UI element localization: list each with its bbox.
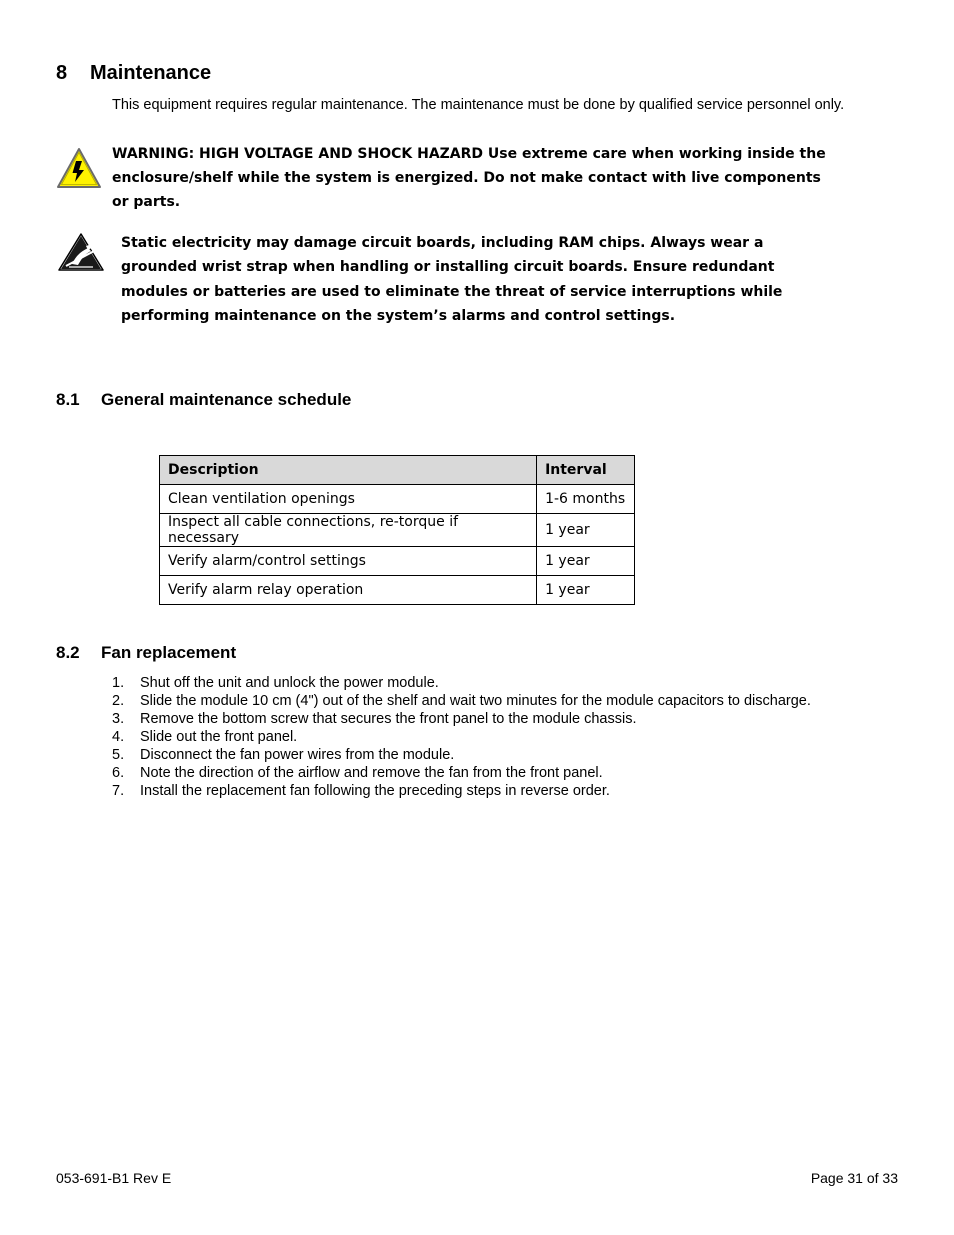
- cell-interval: 1-6 months: [537, 485, 635, 514]
- list-item: [112, 710, 912, 728]
- high-voltage-warning-text: WARNING: HIGH VOLTAGE AND SHOCK HAZARD Use extreme care when working inside the enclosure/shelf while the system is energized. Do not make contact with live components or parts.: [112, 146, 826, 210]
- cell-description: Verify alarm relay operation: [160, 576, 537, 605]
- footer-doc-number: 053-691-B1 Rev E: [56, 1170, 172, 1186]
- table-row: [160, 514, 635, 547]
- step-text: Shut off the unit and unlock the power module.: [140, 675, 439, 691]
- step-number: 3.: [112, 711, 125, 727]
- table-row: [160, 576, 635, 605]
- list-item: [112, 728, 912, 746]
- column-header-description: Description: [160, 456, 537, 485]
- list-item: [112, 764, 912, 782]
- list-item: [112, 692, 912, 710]
- cell-description: Verify alarm/control settings: [160, 547, 537, 576]
- fan-replacement-steps: [112, 674, 912, 800]
- table-header-row: [160, 456, 635, 485]
- step-text: Install the replacement fan following the preceding steps in reverse order.: [140, 783, 610, 799]
- section-number: 8: [56, 62, 68, 84]
- step-number: 1.: [112, 675, 125, 691]
- maintenance-schedule-table: [159, 455, 635, 605]
- table-row: [160, 485, 635, 514]
- footer-page-number: Page 31 of 33: [810, 1170, 898, 1186]
- list-item: [112, 746, 912, 764]
- cell-interval: 1 year: [537, 547, 635, 576]
- step-text: Slide out the front panel.: [140, 729, 298, 745]
- step-text: Disconnect the fan power wires from the module.: [140, 747, 455, 763]
- esd-warning-text: Static electricity may damage circuit boards, including RAM chips. Always wear a grounded wrist strap when handling or installing circuit boards. Ensure redundant modules or batteries are used to eliminate the threat of service interruptions while performing maintenance on the system’s alarms and control settings.: [121, 235, 783, 324]
- step-number: 4.: [112, 729, 125, 745]
- step-text: Remove the bottom screw that secures the front panel to the module chassis.: [140, 711, 637, 727]
- step-number: 6.: [112, 765, 125, 781]
- subsection-heading-fan: [56, 643, 236, 663]
- column-header-interval: Interval: [537, 456, 635, 485]
- cell-description: Inspect all cable connections, re-torque if necessary: [160, 514, 537, 547]
- subsection-title: General maintenance schedule: [101, 390, 352, 409]
- cell-description: Clean ventilation openings: [160, 485, 537, 514]
- subsection-number: 8.2: [56, 643, 80, 662]
- subsection-number: 8.1: [56, 390, 80, 409]
- step-number: 5.: [112, 747, 125, 763]
- table-row: [160, 547, 635, 576]
- subsection-heading-schedule: [56, 390, 351, 410]
- section-title: Maintenance: [90, 62, 212, 84]
- list-item: [112, 674, 912, 692]
- cell-interval: 1 year: [537, 514, 635, 547]
- step-text: Note the direction of the airflow and remove the fan from the front panel.: [140, 765, 603, 781]
- list-item: [112, 782, 912, 800]
- high-voltage-warning-icon: [56, 146, 102, 195]
- section-heading: [56, 62, 211, 85]
- esd-sensitive-icon: [58, 232, 104, 277]
- cell-interval: 1 year: [537, 576, 635, 605]
- subsection-title: Fan replacement: [101, 643, 237, 662]
- step-number: 7.: [112, 783, 125, 799]
- step-number: 2.: [112, 693, 125, 709]
- intro-paragraph: This equipment requires regular maintenance. The maintenance must be done by qualified service personnel only.: [112, 97, 845, 113]
- step-text: Slide the module 10 cm (4") out of the shelf and wait two minutes for the module capacitors to discharge.: [140, 693, 811, 709]
